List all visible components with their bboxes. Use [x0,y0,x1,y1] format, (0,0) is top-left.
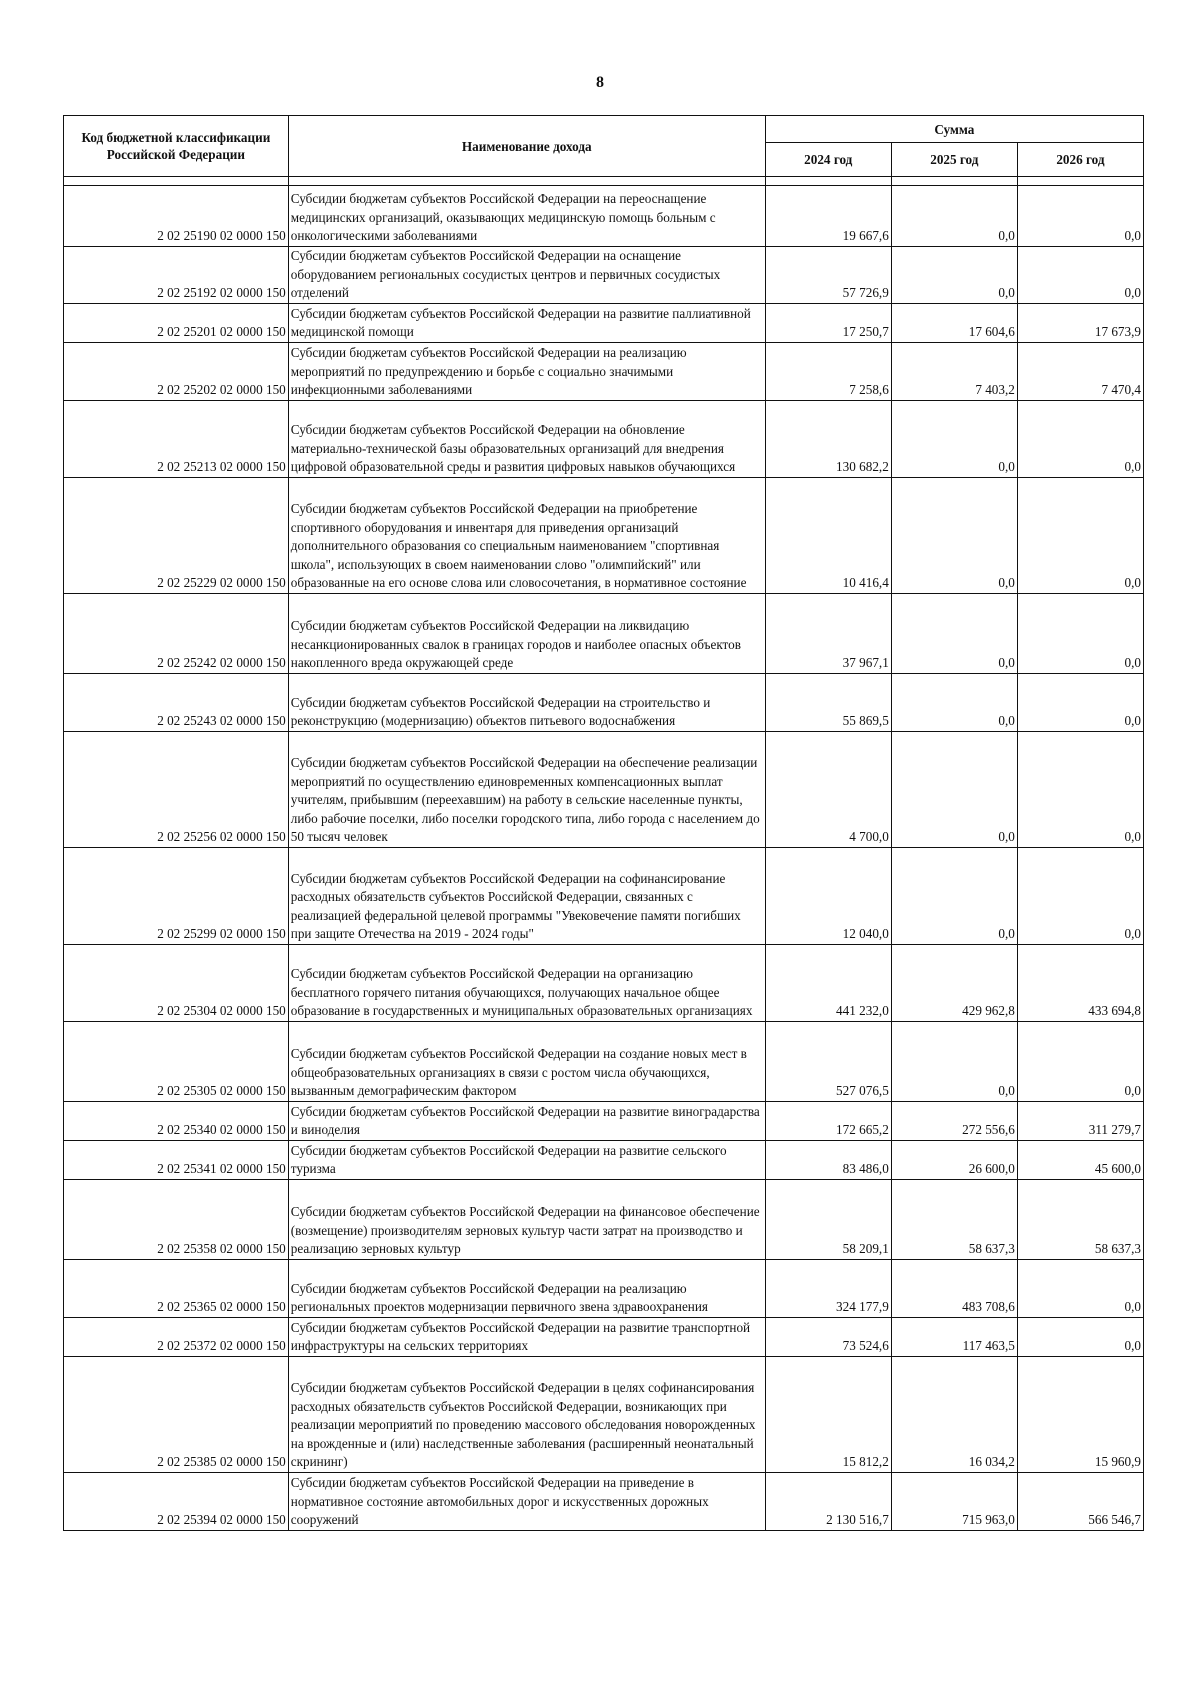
amount-2025-cell: 0,0 [891,848,1017,945]
amount-2026-cell: 58 637,3 [1017,1180,1143,1260]
amount-2025-cell: 17 604,6 [891,304,1017,343]
amount-2024-cell: 55 869,5 [765,674,891,732]
budget-code-cell: 2 02 25358 02 0000 150 [64,1180,289,1260]
header-code-column: Код бюджетной классификации Российской Федерации [64,116,289,177]
amount-2024-cell: 73 524,6 [765,1318,891,1357]
revenue-name-cell: Субсидии бюджетам субъектов Российской Федерации на создание новых мест в общеобразовательных организациях в связи с ростом числа обучающихся, вызванным демографическим фактором [288,1022,765,1102]
revenue-name-cell: Субсидии бюджетам субъектов Российской Федерации на обеспечение реализации мероприятий по осуществлению единовременных компенсационных выплат учителям, прибывшим (переехавшим) на работу в сельские населенные пункты, либо рабочие поселки, либо поселки городского типа, либо города с населением до 50 тысяч человек [288,732,765,848]
amount-2024-cell: 7 258,6 [765,343,891,401]
amount-2026-cell: 0,0 [1017,1022,1143,1102]
amount-2026-cell: 0,0 [1017,1318,1143,1357]
amount-2026-cell: 0,0 [1017,674,1143,732]
amount-2026-cell: 0,0 [1017,848,1143,945]
revenue-name-cell: Субсидии бюджетам субъектов Российской Федерации на развитие виноградарства и виноделия [288,1102,765,1141]
table-row [64,247,1144,304]
amount-2025-cell: 715 963,0 [891,1473,1017,1531]
amount-2024-cell: 172 665,2 [765,1102,891,1141]
budget-code-cell: 2 02 25256 02 0000 150 [64,732,289,848]
amount-2026-cell: 45 600,0 [1017,1141,1143,1180]
table-row [64,186,1144,247]
amount-2025-cell: 0,0 [891,732,1017,848]
table-body [64,177,1144,1531]
amount-2026-cell: 0,0 [1017,401,1143,478]
amount-2026-cell: 566 546,7 [1017,1473,1143,1531]
amount-2026-cell: 15 960,9 [1017,1357,1143,1473]
amount-2024-cell: 527 076,5 [765,1022,891,1102]
amount-2024-cell: 37 967,1 [765,594,891,674]
amount-2026-cell: 0,0 [1017,478,1143,594]
budget-code-cell: 2 02 25340 02 0000 150 [64,1102,289,1141]
revenue-name-cell: Субсидии бюджетам субъектов Российской Федерации на софинансирование расходных обязательств субъектов Российской Федерации, связанных с реализацией федеральной целевой программы "Увековечение памяти погибших при защите Отечества на 2019 - 2024 годы" [288,848,765,945]
budget-code-cell: 2 02 25190 02 0000 150 [64,186,289,247]
amount-2025-cell: 0,0 [891,478,1017,594]
revenue-name-cell: Субсидии бюджетам субъектов Российской Федерации в целях софинансирования расходных обязательств субъектов Российской Федерации, возникающих при реализации мероприятий по проведению массового обследования новорожденных на врожденные и (или) наследственные заболевания (расширенный неонатальный скрининг) [288,1357,765,1473]
amount-2024-cell: 17 250,7 [765,304,891,343]
amount-2025-cell: 58 637,3 [891,1180,1017,1260]
amount-2025-cell: 0,0 [891,594,1017,674]
amount-2025-cell: 26 600,0 [891,1141,1017,1180]
revenue-name-cell: Субсидии бюджетам субъектов Российской Федерации на переоснащение медицинских организаций, оказывающих медицинскую помощь больным с онкологическими заболеваниями [288,186,765,247]
table-row [64,478,1144,594]
spacer-row [64,177,1144,186]
amount-2025-cell: 7 403,2 [891,343,1017,401]
amount-2025-cell: 0,0 [891,401,1017,478]
header-year-2026: 2026 год [1017,143,1143,177]
budget-code-cell: 2 02 25242 02 0000 150 [64,594,289,674]
amount-2026-cell: 0,0 [1017,594,1143,674]
budget-code-cell: 2 02 25372 02 0000 150 [64,1318,289,1357]
revenue-name-cell: Субсидии бюджетам субъектов Российской Федерации на приобретение спортивного оборудования и инвентаря для приведения организаций дополнительного образования со специальным наименованием "спортивная школа", использующих в своем наименовании слово "олимпийский" или образованные на его основе слова или словосочетания, в нормативное состояние [288,478,765,594]
amount-2024-cell: 57 726,9 [765,247,891,304]
amount-2026-cell: 0,0 [1017,732,1143,848]
amount-2024-cell: 324 177,9 [765,1260,891,1318]
amount-2026-cell: 0,0 [1017,1260,1143,1318]
amount-2026-cell: 0,0 [1017,186,1143,247]
amount-2024-cell: 19 667,6 [765,186,891,247]
revenue-name-cell: Субсидии бюджетам субъектов Российской Федерации на ликвидацию несанкционированных свалок в границах городов и наиболее опасных объектов накопленного вреда окружающей среде [288,594,765,674]
header-year-2025: 2025 год [891,143,1017,177]
table-row [64,674,1144,732]
amount-2025-cell: 0,0 [891,186,1017,247]
amount-2026-cell: 311 279,7 [1017,1102,1143,1141]
table-row [64,1180,1144,1260]
table-row [64,304,1144,343]
table-row [64,343,1144,401]
budget-code-cell: 2 02 25202 02 0000 150 [64,343,289,401]
revenue-name-cell: Субсидии бюджетам субъектов Российской Федерации на финансовое обеспечение (возмещение) производителям зерновых культур части затрат на производство и реализацию зерновых культур [288,1180,765,1260]
amount-2024-cell: 4 700,0 [765,732,891,848]
budget-code-cell: 2 02 25229 02 0000 150 [64,478,289,594]
revenue-name-cell: Субсидии бюджетам субъектов Российской Федерации на приведение в нормативное состояние автомобильных дорог и искусственных дорожных сооружений [288,1473,765,1531]
revenue-table [63,115,1144,1531]
revenue-name-cell: Субсидии бюджетам субъектов Российской Федерации на обновление материально-технической базы образовательных организаций для внедрения цифровой образовательной среды и развития цифровых навыков обучающихся [288,401,765,478]
revenue-name-cell: Субсидии бюджетам субъектов Российской Федерации на оснащение оборудованием региональных сосудистых центров и первичных сосудистых отделений [288,247,765,304]
budget-code-cell: 2 02 25305 02 0000 150 [64,1022,289,1102]
table-row [64,401,1144,478]
revenue-name-cell: Субсидии бюджетам субъектов Российской Федерации на реализацию региональных проектов модернизации первичного звена здравоохранения [288,1260,765,1318]
table-row [64,945,1144,1022]
revenue-name-cell: Субсидии бюджетам субъектов Российской Федерации на строительство и реконструкцию (модернизацию) объектов питьевого водоснабжения [288,674,765,732]
amount-2025-cell: 483 708,6 [891,1260,1017,1318]
table-row [64,1022,1144,1102]
table-row [64,1357,1144,1473]
amount-2024-cell: 130 682,2 [765,401,891,478]
table-row [64,1102,1144,1141]
revenue-name-cell: Субсидии бюджетам субъектов Российской Федерации на реализацию мероприятий по предупреждению и борьбе с социально значимыми инфекционными заболеваниями [288,343,765,401]
amount-2024-cell: 441 232,0 [765,945,891,1022]
header-name-column: Наименование дохода [288,116,765,177]
budget-code-cell: 2 02 25365 02 0000 150 [64,1260,289,1318]
amount-2024-cell: 58 209,1 [765,1180,891,1260]
budget-code-cell: 2 02 25192 02 0000 150 [64,247,289,304]
amount-2026-cell: 433 694,8 [1017,945,1143,1022]
amount-2024-cell: 12 040,0 [765,848,891,945]
amount-2025-cell: 0,0 [891,674,1017,732]
budget-code-cell: 2 02 25213 02 0000 150 [64,401,289,478]
revenue-name-cell: Субсидии бюджетам субъектов Российской Федерации на развитие транспортной инфраструктуры на сельских территориях [288,1318,765,1357]
table-row [64,1318,1144,1357]
amount-2024-cell: 10 416,4 [765,478,891,594]
budget-code-cell: 2 02 25299 02 0000 150 [64,848,289,945]
budget-code-cell: 2 02 25394 02 0000 150 [64,1473,289,1531]
revenue-name-cell: Субсидии бюджетам субъектов Российской Федерации на организацию бесплатного горячего питания обучающихся, получающих начальное общее образование в государственных и муниципальных образовательных организациях [288,945,765,1022]
amount-2024-cell: 15 812,2 [765,1357,891,1473]
budget-code-cell: 2 02 25341 02 0000 150 [64,1141,289,1180]
amount-2025-cell: 117 463,5 [891,1318,1017,1357]
amount-2025-cell: 16 034,2 [891,1357,1017,1473]
table-row [64,1473,1144,1531]
header-sum-group: Сумма [765,116,1143,143]
table-row [64,594,1144,674]
amount-2025-cell: 429 962,8 [891,945,1017,1022]
budget-code-cell: 2 02 25385 02 0000 150 [64,1357,289,1473]
amount-2026-cell: 17 673,9 [1017,304,1143,343]
table-row [64,732,1144,848]
budget-code-cell: 2 02 25243 02 0000 150 [64,674,289,732]
amount-2025-cell: 0,0 [891,1022,1017,1102]
revenue-name-cell: Субсидии бюджетам субъектов Российской Федерации на развитие сельского туризма [288,1141,765,1180]
table-row [64,1141,1144,1180]
table-row [64,1260,1144,1318]
header-year-2024: 2024 год [765,143,891,177]
amount-2026-cell: 0,0 [1017,247,1143,304]
table-header [64,116,1144,177]
table-row [64,848,1144,945]
amount-2026-cell: 7 470,4 [1017,343,1143,401]
budget-code-cell: 2 02 25304 02 0000 150 [64,945,289,1022]
revenue-name-cell: Субсидии бюджетам субъектов Российской Федерации на развитие паллиативной медицинской помощи [288,304,765,343]
amount-2024-cell: 83 486,0 [765,1141,891,1180]
amount-2024-cell: 2 130 516,7 [765,1473,891,1531]
amount-2025-cell: 272 556,6 [891,1102,1017,1141]
budget-code-cell: 2 02 25201 02 0000 150 [64,304,289,343]
amount-2025-cell: 0,0 [891,247,1017,304]
page-number: 8 [596,74,604,91]
